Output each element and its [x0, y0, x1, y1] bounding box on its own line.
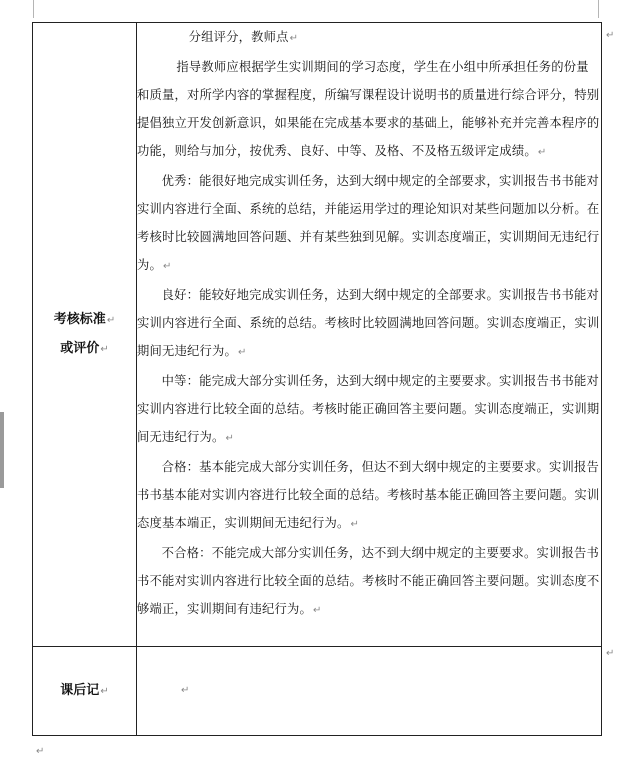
afterclass-content-cell[interactable] [137, 647, 602, 736]
paragraph-mark: ↵ [106, 314, 116, 326]
row-end-mark: ↵ [606, 30, 615, 41]
paragraph-mark: ↵ [181, 685, 190, 696]
end-paragraph-mark: ↵ [36, 746, 45, 757]
paragraph-pass: 合格：基本能完成大部分实训任务，但达不到大纲中规定的主要要求。实训报告书书基本能对实训内容进行比较全面的总结。考核时基本能正确回答主要问题。实训态度基本端正，实训期间无违纪行为。↵ [137, 460, 600, 530]
row-end-mark: ↵ [606, 648, 615, 659]
assessment-content-cell [137, 23, 602, 647]
paragraph-guidance: 指导教师应根据学生实训期间的学习态度，学生在小组中所承担任务的份量和质量，对所学内容的掌握程度，所编写课程设计说明书的质量进行综合评分，特别提倡独立开发创新意识，如果能在完成基本要求的基础上，能够补充并完善本程序的功能，则给与加分，按优秀、良好、中等、及格、不及格五级评定成绩。↵ [137, 60, 600, 158]
paragraph-excellent: 优秀：能很好地完成实训任务，达到大纲中规定的全部要求，实训报告书书能对实训内容进行全面、系统的总结，并能运用学过的理论知识对某些问题加以分析。在考核时比较圆满地回答问题、并有某些独到见解。实训态度端正，实训期间无违纪行为。↵ [137, 174, 600, 272]
table-row-assessment [33, 23, 602, 647]
paragraph-mark: ↵ [100, 343, 109, 355]
scroll-indicator[interactable] [0, 412, 4, 488]
afterclass-label: 课后记 [60, 682, 100, 698]
assessment-label-line1: 考核标准 [53, 311, 106, 327]
table-row-afterclass [33, 647, 602, 736]
afterclass-label-cell [33, 647, 137, 736]
assessment-label-line2: 或评价 [60, 340, 100, 356]
assessment-label-cell [33, 23, 137, 647]
paragraph-medium: 中等：能完成大部分实训任务，达到大纲中规定的主要要求。实训报告书书能对实训内容进行比较全面的总结。考核时能正确回答主要问题。实训态度端正，实训期间无违纪行为。↵ [137, 374, 600, 444]
crop-mark-top-right [598, 0, 599, 18]
paragraph-mark: ↵ [100, 685, 109, 697]
assessment-table [32, 22, 602, 736]
crop-mark-top-left [33, 0, 34, 18]
paragraph-fail: 不合格：不能完成大部分实训任务，达不到大纲中规定的主要要求。实训报告书书不能对实训内容进行比较全面的总结。考核时不能正确回答主要问题。实训态度不够端正，实训期间有违纪行为。↵ [137, 546, 600, 616]
paragraph-intro: 分组评分，教师点↵ [188, 30, 299, 44]
paragraph-good: 良好：能较好地完成实训任务，达到大纲中规定的全部要求。实训报告书书能对实训内容进行全面、系统的总结。考核时比较圆满地回答问题。实训态度端正，实训期间无违纪行为。↵ [137, 288, 600, 358]
